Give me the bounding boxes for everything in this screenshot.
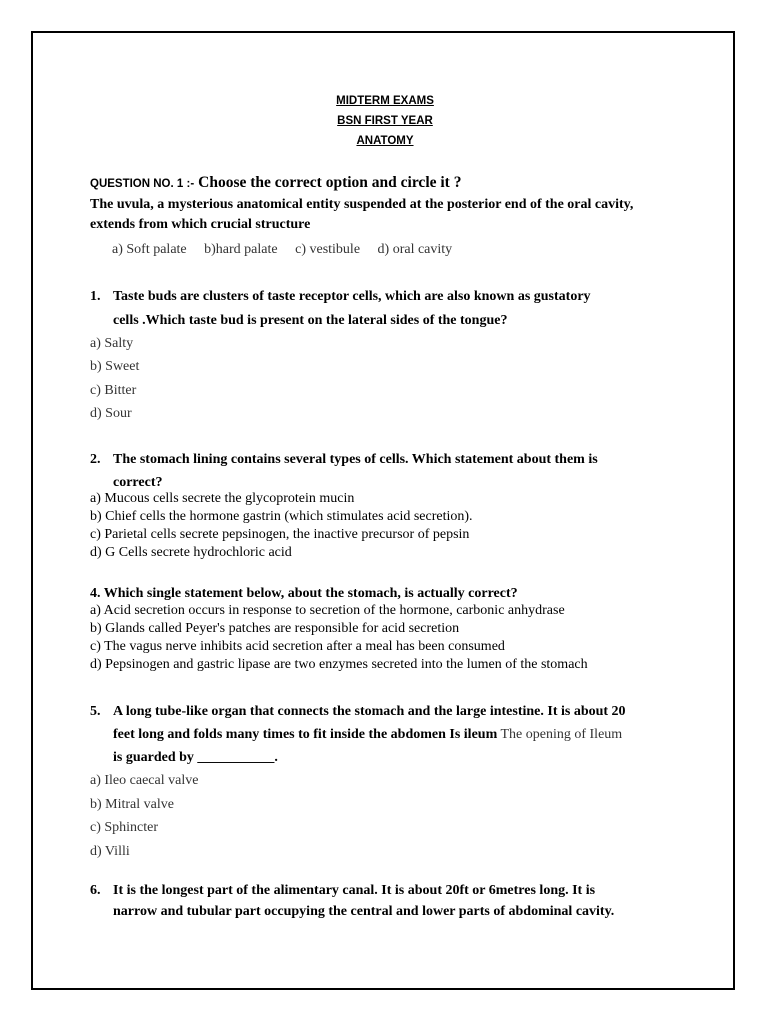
question-5-number: 5.	[90, 704, 101, 719]
question-5-option-a: a) Ileo caecal valve	[90, 773, 199, 788]
option-b: b)hard palate	[204, 242, 278, 257]
question-5-option-d: d) Villi	[90, 844, 130, 859]
option-c: c) vestibule	[295, 242, 361, 257]
taste-option-d: d) Sour	[90, 406, 132, 421]
stomach-cells-option-c: c) Parietal cells secrete pepsinogen, the inactive precursor of pepsin	[90, 527, 470, 542]
question-5-line2-bold: feet long and folds many times to fit inside the abdomen Is ileum	[113, 727, 498, 742]
taste-question-line2: cells .Which taste bud is present on the lateral sides of the tongue?	[113, 313, 508, 328]
question-1-stem-line2: extends from which crucial structure	[90, 217, 311, 232]
question-1-label: QUESTION NO. 1 :-	[90, 178, 195, 190]
taste-question-line1: Taste buds are clusters of taste receptor cells, which are also known as gustatory	[113, 289, 591, 304]
question-1-heading	[90, 174, 461, 192]
question-5-option-b: b) Mitral valve	[90, 797, 174, 812]
stomach-cells-question-number: 2.	[90, 452, 101, 467]
question-6-number: 6.	[90, 883, 101, 898]
exam-subject: ANATOMY	[356, 135, 414, 147]
stomach-cells-question-line2: correct?	[113, 475, 163, 490]
question-4-option-a: a) Acid secretion occurs in response to secretion of the hormone, carbonic anhydrase	[90, 603, 565, 618]
question-6-line2: narrow and tubular part occupying the central and lower parts of abdominal cavity.	[113, 904, 615, 919]
exam-title: MIDTERM EXAMS	[336, 95, 434, 107]
question-4-option-b: b) Glands called Peyer's patches are responsible for acid secretion	[90, 621, 460, 636]
question-5-line3: is guarded by ___________.	[113, 750, 278, 765]
stomach-cells-question-line1: The stomach lining contains several types of cells. Which statement about them is	[113, 452, 598, 467]
question-5-line2	[113, 727, 622, 743]
option-a: a) Soft palate	[112, 242, 187, 257]
question-6-line1: It is the longest part of the alimentary canal. It is about 20ft or 6metres long. It is	[113, 883, 596, 898]
taste-option-a: a) Salty	[90, 336, 134, 351]
taste-option-b: b) Sweet	[90, 359, 140, 374]
taste-question-number: 1.	[90, 289, 101, 304]
question-5-line1: A long tube-like organ that connects the stomach and the large intestine. It is about 20	[113, 704, 626, 719]
taste-option-c: c) Bitter	[90, 383, 137, 398]
option-d: d) oral cavity	[377, 242, 453, 257]
question-4-option-d: d) Pepsinogen and gastric lipase are two enzymes secreted into the lumen of the stomach	[90, 657, 588, 672]
question-1-options	[112, 242, 466, 258]
question-4-stem: 4. Which single statement below, about the stomach, is actually correct?	[90, 586, 518, 601]
question-4-option-c: c) The vagus nerve inhibits acid secretion after a meal has been consumed	[90, 639, 505, 654]
question-1-stem-line1: The uvula, a mysterious anatomical entity suspended at the posterior end of the oral cavity,	[90, 197, 634, 212]
stomach-cells-option-a: a) Mucous cells secrete the glycoprotein mucin	[90, 491, 355, 506]
exam-class: BSN FIRST YEAR	[337, 115, 433, 127]
question-1-instruction: Choose the correct option and circle it ?	[198, 174, 462, 191]
stomach-cells-option-d: d) G Cells secrete hydrochloric acid	[90, 545, 292, 560]
stomach-cells-option-b: b) Chief cells the hormone gastrin (which stimulates acid secretion).	[90, 509, 473, 524]
question-5-option-c: c) Sphincter	[90, 820, 159, 835]
question-5-line2-plain: The opening of Ileum	[497, 727, 623, 742]
